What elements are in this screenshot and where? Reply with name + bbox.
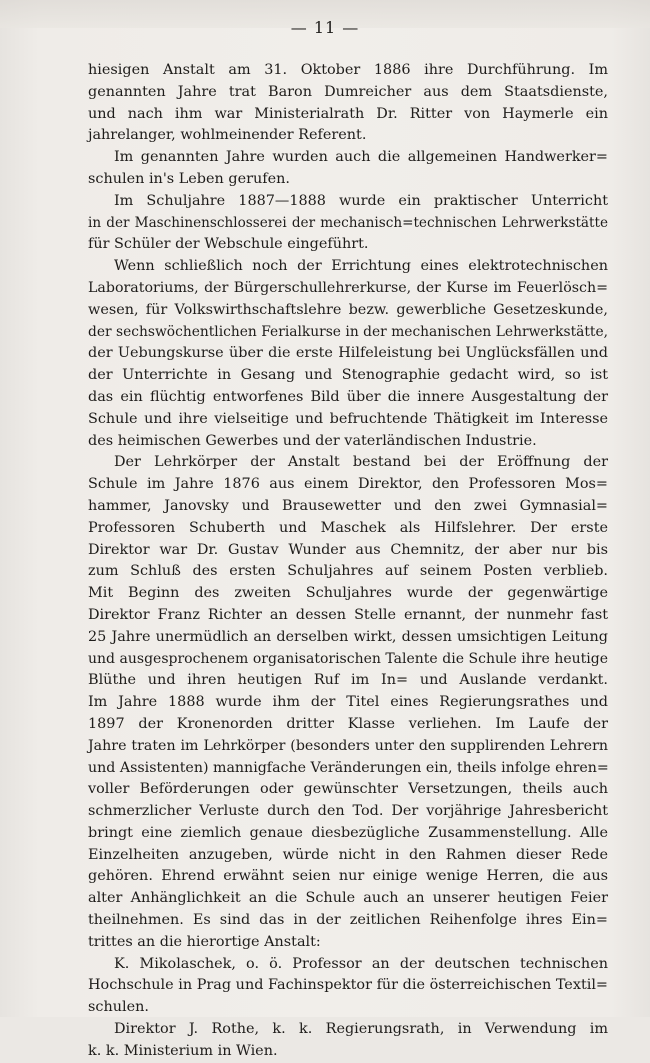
text-line: Direktor Franz Richter an dessen Stelle ernannt, der nunmehr fast: [88, 606, 608, 623]
text-line: Blüthe und ihren heutigen Ruf im In= und Auslande verdankt.: [88, 672, 608, 689]
text-line: zum Schluß des ersten Schuljahres auf seinem Posten verblieb.: [88, 563, 608, 580]
text-line: Schule und ihre vielseitige und befruchtende Thätigkeit im Interesse: [88, 410, 608, 427]
text-line: schulen in's Leben gerufen.: [88, 170, 290, 187]
text-line: genannten Jahre trat Baron Dumreicher aus dem Staatsdienste,: [88, 83, 608, 100]
text-line: hammer, Janovsky und Brausewetter und den zwei Gymnasial=: [88, 497, 608, 514]
text-line: 25 Jahre unermüdlich an derselben wirkt, dessen umsichtigen Leitung: [88, 628, 608, 645]
text-line: für Schüler der Webschule eingeführt.: [88, 236, 369, 253]
text-line: das ein flüchtig entworfenes Bild über die innere Ausgestaltung der: [88, 388, 608, 405]
text-line: der Unterrichte in Gesang und Stenographie gedacht wird, so ist: [88, 367, 608, 384]
text-line: hiesigen Anstalt am 31. Oktober 1886 ihre Durchführung. Im: [88, 62, 608, 78]
text-line: Im Jahre 1888 wurde ihm der Titel eines Regierungsrathes und: [88, 694, 608, 711]
text-line: 1897 der Kronenorden dritter Klasse verliehen. Im Laufe der: [88, 715, 608, 732]
text-line: Professoren Schuberth und Maschek als Hilfslehrer. Der erste: [88, 519, 608, 536]
text-line: k. k. Ministerium in Wien.: [88, 1042, 278, 1059]
page-number: — 11 —: [290, 18, 360, 37]
text-line: und nach ihm war Ministerialrath Dr. Ritter von Haymerle ein: [88, 105, 608, 122]
text-line: Einzelheiten anzugeben, würde nicht in den Rahmen dieser Rede: [88, 846, 608, 863]
text-line: Im Schuljahre 1887—1888 wurde ein praktischer Unterricht: [114, 192, 608, 209]
text-line: des heimischen Gewerbes und der vaterländischen Industrie.: [88, 432, 537, 449]
text-line: gehören. Ehrend erwähnt seien nur einige wenige Herren, die aus: [88, 868, 608, 885]
text-line: Hochschule in Prag und Fachinspektor für die österreichischen Textil=: [88, 977, 608, 994]
body-text: [88, 60, 608, 1063]
text-line: und ausgesprochenem organisatorischen Talente die Schule ihre heutige: [88, 650, 608, 667]
text-line: Direktor war Dr. Gustav Wunder aus Chemnitz, der aber nur bis: [88, 541, 608, 558]
text-line: schulen.: [88, 999, 149, 1016]
text-line: Direktor J. Rothe, k. k. Regierungsrath, in Verwendung im: [114, 1021, 608, 1038]
text-line: trittes an die hierortige Anstalt:: [88, 933, 321, 950]
text-line: der Uebungskurse über die erste Hilfeleistung bei Unglücksfällen und: [88, 345, 608, 362]
text-line: bringt eine ziemlich genaue diesbezügliche Zusammenstellung. Alle: [88, 824, 608, 841]
text-line: Laboratoriums, der Bürgerschullehrerkurse, der Kurse im Feuerlösch=: [88, 279, 608, 296]
text-line: jahrelanger, wohlmeinender Referent.: [88, 127, 367, 144]
text-line: in der Maschinenschlosserei der mechanisch=technischen Lehrwerkstätte: [88, 214, 608, 231]
text-line: schmerzlicher Verluste durch den Tod. Der vorjährige Jahresbericht: [88, 803, 608, 820]
text-line: voller Beförderungen oder gewünschter Versetzungen, theils auch: [88, 781, 608, 798]
text-line: alter Anhänglichkeit an die Schule auch an unserer heutigen Feier: [88, 890, 608, 907]
text-line: Jahre traten im Lehrkörper (besonders unter den supplirenden Lehrern: [88, 737, 608, 754]
text-line: der sechswöchentlichen Ferialkurse in der mechanischen Lehrwerkstätte,: [88, 323, 608, 340]
text-line: Schule im Jahre 1876 aus einem Direktor, den Professoren Mos=: [88, 476, 608, 493]
text-line: Im genannten Jahre wurden auch die allgemeinen Handwerker=: [114, 149, 608, 166]
text-line: Wenn schließlich noch der Errichtung eines elektrotechnischen: [114, 258, 608, 275]
text-line: Mit Beginn des zweiten Schuljahres wurde der gegenwärtige: [88, 585, 608, 602]
text-line: K. Mikolaschek, o. ö. Professor an der deutschen technischen: [114, 955, 608, 972]
text-line: und Assistenten) mannigfache Veränderungen ein, theils infolge ehren=: [88, 759, 609, 776]
text-line: wesen, für Volkswirthschaftslehre bezw. gewerbliche Gesetzeskunde,: [88, 301, 608, 318]
text-line: Der Lehrkörper der Anstalt bestand bei der Eröffnung der: [114, 454, 608, 471]
text-line: theilnehmen. Es sind das in der zeitlichen Reihenfolge ihres Ein=: [88, 912, 608, 929]
